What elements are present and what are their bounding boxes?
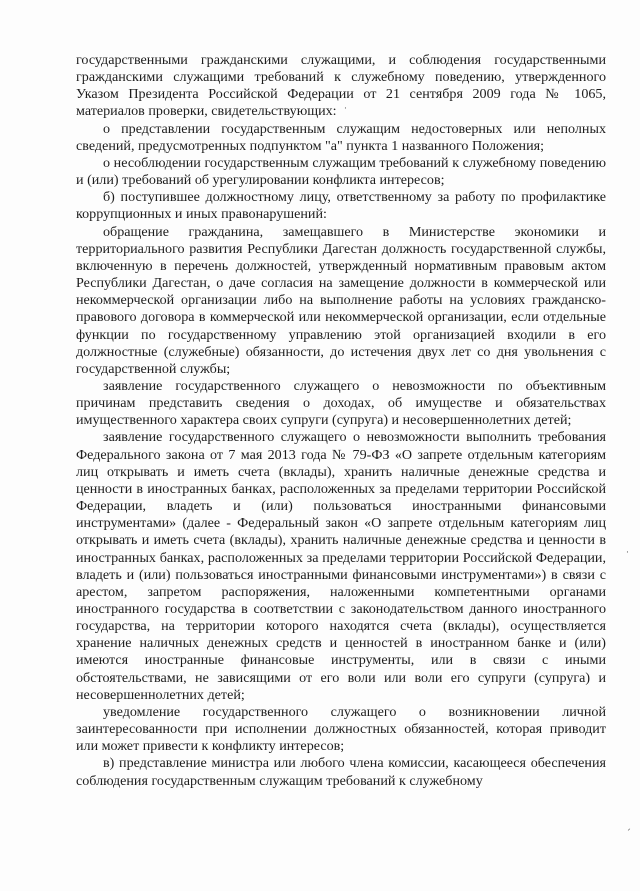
scan-speck: ˏ: [626, 820, 631, 831]
paragraph-noncompliance: о несоблюдении государственным служащим требований к служебному поведению и (или) требований об урегулировании конфликта интересов;: [76, 154, 606, 189]
paragraph-income-statement: заявление государственного служащего о невозможности по объективным причинам представить сведения о доходах, об имуществе и обязательствах имущественного характера своих супруги (супруга) и несовершеннолетних детей;: [76, 377, 606, 429]
paragraph-foreign-accounts: заявление государственного служащего о невозможности выполнить требования Федерального закона от 7 мая 2013 года № 79-ФЗ «О запрете отдельным категориям лиц открывать и иметь счета (вклады), хранить наличные денежные средства и ценности в иностранных банках, расположенных за пределами территории Российской Федерации, владеть и (или) пользоваться иностранными финансовыми инструментами» (далее - Федеральный закон «О запрете отдельным категориям лиц открывать и иметь счета (вклады), хранить наличные денежные средства и ценности в иностранных банках, расположенных за пределами территории Российской Федерации, владеть и (или) пользоваться иностранными финансовыми инструментами») в связи с арестом, запретом распоряжения, наложенными компетентными органами иностранного государства в соответствии с законодательством данного иностранного государства, на территории которого находятся счета (вклады), осуществляется хранение наличных денежных средств и ценностей в иностранном банке и (или) имеются иностранные финансовые инструменты, или в связи с иными обстоятельствами, не зависящими от его воли или воли его супруги (супруга) и несовершеннолетних детей;: [76, 429, 606, 703]
paragraph-item-b: б) поступившее должностному лицу, ответственному за работу по профилактике коррупционных и иных правонарушений:: [76, 189, 606, 223]
scan-speck: ·: [344, 104, 347, 114]
paragraph-item-v: в) представление министра или любого члена комиссии, касающееся обеспечения соблюдения государственным служащим требований к служебному: [76, 755, 606, 789]
paragraph-conflict-notice: уведомление государственного служащего о возникновении личной заинтересованности при исполнении должностных обязанностей, которая приводит или может привести к конфликту интересов;: [76, 703, 606, 755]
paragraph-false-information: о представлении государственным служащим недостоверных или неполных сведений, предусмотренных подпунктом "а" пункта 1 названного Положения;: [76, 120, 606, 154]
paragraph-continuation: государственными гражданскими служащими, и соблюдения государственными гражданскими служащими требований к служебному поведению, утвержденного Указом Президента Российской Федерации от 21 сентября 2009 года № 1065, материалов проверки, свидетельствующих:: [76, 52, 606, 120]
document-body: [76, 52, 606, 790]
scan-speck: ·: [626, 548, 629, 558]
paragraph-citizen-appeal: обращение гражданина, замещавшего в Министерстве экономики и территориального развития Республики Дагестан должность государственной службы, включенную в перечень должностей, утвержденный нормативным правовым актом Республики Дагестан, о даче согласия на замещение должности в коммерческой или некоммерческой организации либо на выполнение работы на условиях гражданско-правового договора в коммерческой или некоммерческой организации, если отдельные функции по государственному управлению этой организацией входили в его должностные (служебные) обязанности, до истечения двух лет со дня увольнения с государственной службы;: [76, 223, 606, 377]
